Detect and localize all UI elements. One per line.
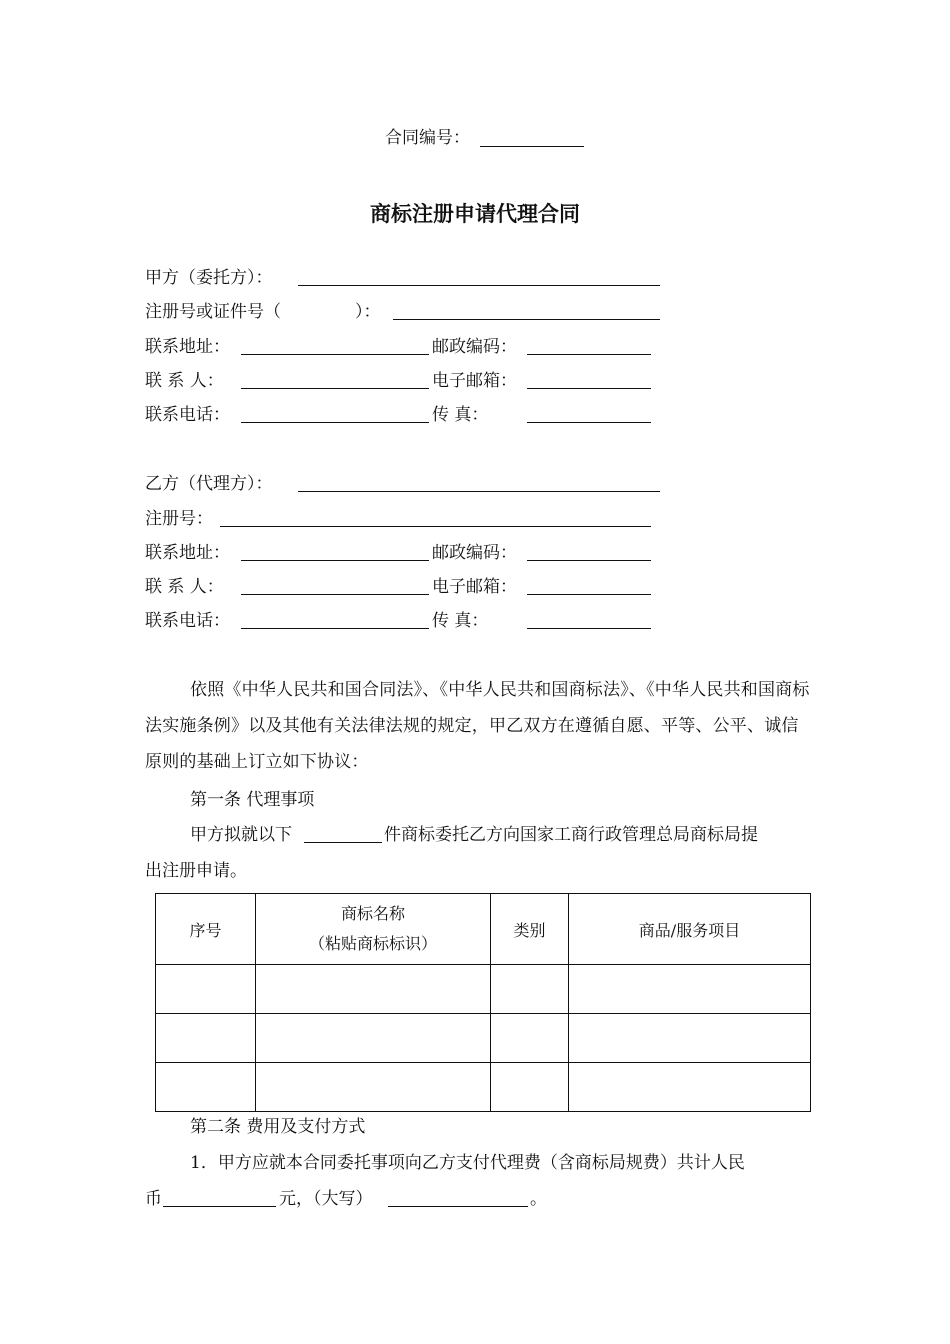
contract-number-blank [480, 146, 584, 147]
header-goods-services: 商品/服务项目 [569, 894, 811, 965]
party-b-email-blank [527, 594, 651, 595]
table-cell[interactable] [156, 1014, 256, 1063]
party-a-postcode-label: 邮政编码： [432, 337, 517, 357]
party-b-phone-label: 联系电话： [145, 611, 230, 631]
party-b-postcode-label: 邮政编码： [432, 543, 517, 563]
table-cell[interactable] [569, 1063, 811, 1112]
table-cell[interactable] [256, 965, 491, 1014]
party-b-regno-label: 注册号： [145, 509, 213, 529]
header-trademark-name [256, 894, 491, 965]
party-a-fax-blank [527, 422, 651, 423]
party-a-address-label: 联系地址： [145, 337, 230, 357]
table-row [156, 1014, 811, 1063]
party-a-contact-blank [241, 388, 429, 389]
party-a-fax-label: 传 真： [432, 405, 489, 425]
article-1-text-before: 甲方拟就以下 [190, 825, 292, 845]
header-serial: 序号 [156, 894, 256, 965]
table-row [156, 1063, 811, 1112]
article-2-yuan-label: 元，（大写） [279, 1189, 373, 1209]
party-a-regno-label: 注册号或证件号（ [145, 302, 281, 322]
party-a-email-blank [527, 388, 651, 389]
fee-amount-words-blank [388, 1206, 528, 1207]
party-a-phone-label: 联系电话： [145, 405, 230, 425]
header-trademark-name-line1: 商标名称 [340, 904, 405, 923]
party-b-email-label: 电子邮箱： [432, 577, 517, 597]
trademark-table [155, 893, 811, 1112]
article-1-heading: 第一条 代理事项 [190, 790, 315, 810]
article-2-period: 。 [530, 1189, 547, 1209]
party-a-regno-blank [393, 319, 660, 320]
party-a-name-label: 甲方（委托方）： [145, 268, 273, 288]
party-a-regno-label-end: ）： [355, 302, 381, 322]
table-cell[interactable] [491, 965, 569, 1014]
party-b-contact-label: 联 系 人： [145, 577, 224, 597]
party-a-phone-blank [241, 422, 429, 423]
preamble-paragraph: 依照《中华人民共和国合同法》、《中华人民共和国商标法》、《中华人民共和国商标法实施条例》以及其他有关法律法规的规定，甲乙双方在遵循自愿、平等、公平、诚信原则的基础上订立如下协议： [145, 680, 810, 772]
page-title: 商标注册申请代理合同 [370, 201, 580, 226]
contract-number-label: 合同编号： [385, 128, 470, 148]
table-cell[interactable] [256, 1063, 491, 1112]
table-cell[interactable] [491, 1063, 569, 1112]
table-cell[interactable] [569, 1014, 811, 1063]
party-b-name-blank [298, 491, 660, 492]
table-cell[interactable] [491, 1014, 569, 1063]
trademark-count-blank [304, 842, 382, 843]
article-1-text-after-1: 件商标委托乙方向国家工商行政管理总局商标局提 [384, 825, 758, 845]
party-b-contact-blank [241, 594, 429, 595]
table-cell[interactable] [156, 1063, 256, 1112]
party-a-name-blank [298, 285, 660, 286]
party-b-address-blank [241, 560, 429, 561]
party-a-postcode-blank [527, 354, 651, 355]
table-row [156, 965, 811, 1014]
article-2-heading: 第二条 费用及支付方式 [190, 1117, 366, 1137]
party-b-regno-blank [220, 526, 651, 527]
article-1-text-after-2: 出注册申请。 [145, 861, 247, 881]
party-b-postcode-blank [527, 560, 651, 561]
party-b-fax-blank [527, 628, 651, 629]
party-a-email-label: 电子邮箱： [432, 371, 517, 391]
fee-amount-blank [163, 1206, 276, 1207]
table-cell[interactable] [156, 965, 256, 1014]
party-a-contact-label: 联 系 人： [145, 371, 224, 391]
party-b-name-label: 乙方（代理方）： [145, 474, 273, 494]
party-b-fax-label: 传 真： [432, 611, 489, 631]
table-cell[interactable] [569, 965, 811, 1014]
article-2-item-1-line-1: 1．甲方应就本合同委托事项向乙方支付代理费（含商标局规费）共计人民 [190, 1153, 745, 1173]
header-trademark-name-line2: （粘贴商标标识） [308, 934, 437, 953]
header-class: 类别 [491, 894, 569, 965]
party-b-address-label: 联系地址： [145, 543, 230, 563]
table-cell[interactable] [256, 1014, 491, 1063]
article-2-currency-label: 币 [145, 1189, 162, 1209]
party-a-address-blank [241, 354, 429, 355]
party-b-phone-blank [241, 628, 429, 629]
